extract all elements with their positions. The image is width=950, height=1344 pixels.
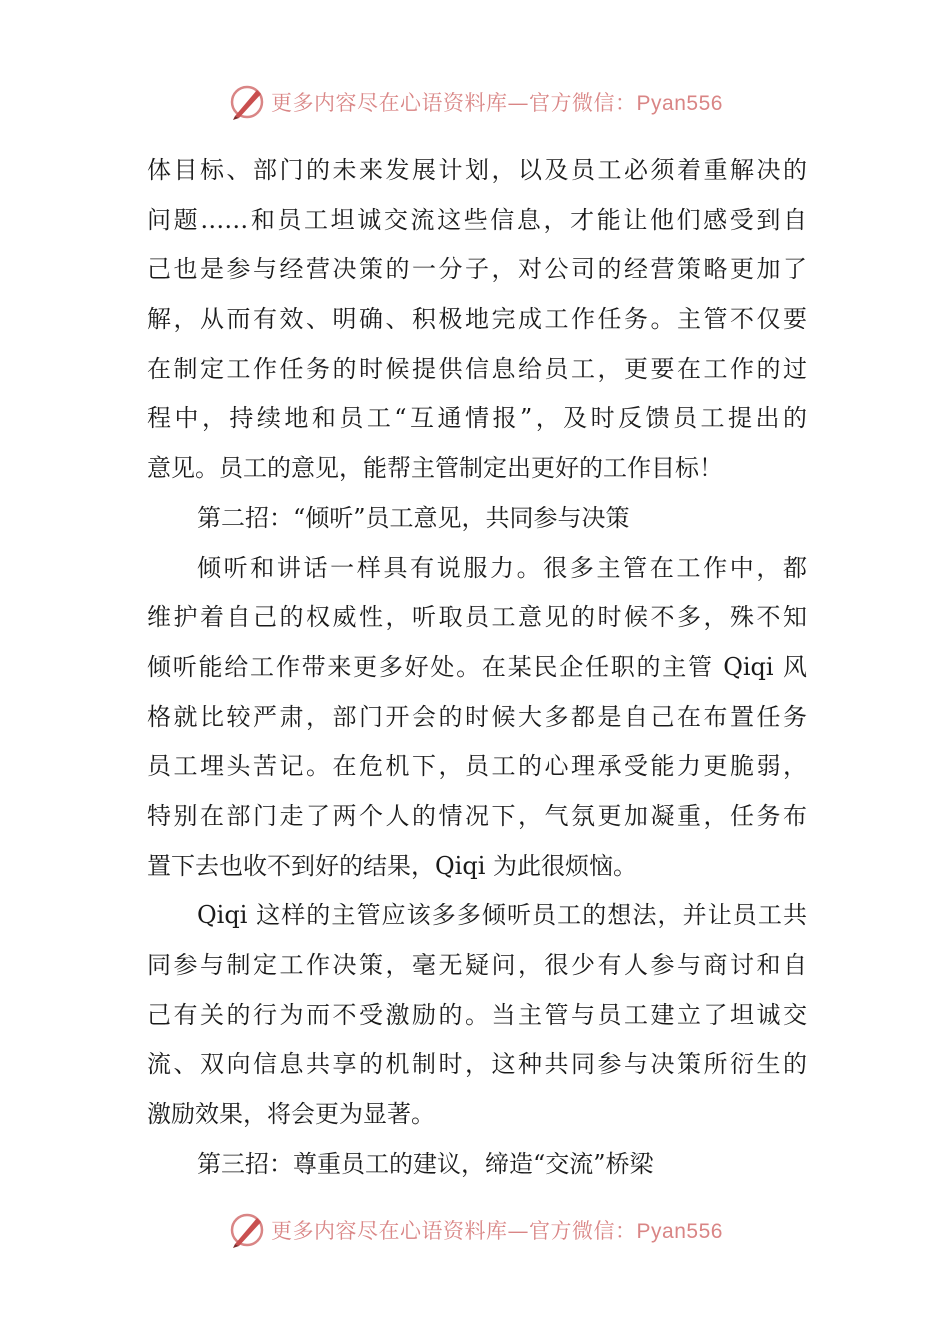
- pen-logo-icon: [227, 82, 267, 122]
- text-line: 格就比较严肃，部门开会的时候大多都是自己在布置任务: [147, 702, 807, 731]
- text-line: 特别在部门走了两个人的情况下，气氛更加凝重，任务布: [147, 801, 807, 830]
- text-line: 激励效果，将会更为显著。: [147, 1100, 435, 1129]
- text-line: 维护着自己的权威性，听取员工意见的时候不多，殊不知: [147, 603, 807, 632]
- text-line: 倾听能给工作带来更多好处。在某民企任职的主管 Qiqi 风: [147, 652, 807, 681]
- text-line: 程中，持续地和员工“互通情报”，及时反馈员工提出的: [147, 404, 807, 433]
- text-line: 己也是参与经营决策的一分子，对公司的经营策略更加了: [147, 255, 807, 284]
- header-banner: [0, 80, 950, 124]
- text-line: Qiqi 这样的主管应该多多倾听员工的想法，并让员工共: [197, 901, 807, 930]
- text-line: 第三招：尊重员工的建议，缔造“交流”桥梁: [197, 1149, 654, 1178]
- banner-text: 更多内容尽在心语资料库—官方微信：Pyan556: [271, 1219, 723, 1243]
- text-line: 意见。员工的意见，能帮主管制定出更好的工作目标！: [147, 454, 723, 483]
- text-line: 置下去也收不到好的结果，Qiqi 为此很烦恼。: [147, 851, 638, 880]
- text-line: 己有关的行为而不受激励的。当主管与员工建立了坦诚交: [147, 1000, 807, 1029]
- text-line: 倾听和讲话一样具有说服力。很多主管在工作中，都: [197, 553, 807, 582]
- document-body: [147, 146, 807, 1189]
- text-line: 问题……和员工坦诚交流这些信息，才能让他们感受到自: [147, 205, 807, 234]
- pen-logo-icon: [227, 1210, 267, 1250]
- text-line: 同参与制定工作决策，毫无疑问，很少有人参与商讨和自: [147, 951, 807, 979]
- text-line: 第二招：“倾听”员工意见，共同参与决策: [197, 503, 630, 532]
- text-line: 体目标、部门的未来发展计划，以及员工必须着重解决的: [147, 156, 807, 184]
- text-line: 在制定工作任务的时候提供信息给员工，更要在工作的过: [147, 354, 807, 383]
- text-line: 流、双向信息共享的机制时，这种共同参与决策所衍生的: [147, 1050, 807, 1079]
- text-line: 解，从而有效、明确、积极地完成工作任务。主管不仅要: [147, 305, 807, 334]
- banner-text: 更多内容尽在心语资料库—官方微信：Pyan556: [271, 91, 723, 115]
- footer-banner: [0, 1208, 950, 1252]
- text-line: 员工埋头苦记。在危机下，员工的心理承受能力更脆弱，: [147, 752, 807, 781]
